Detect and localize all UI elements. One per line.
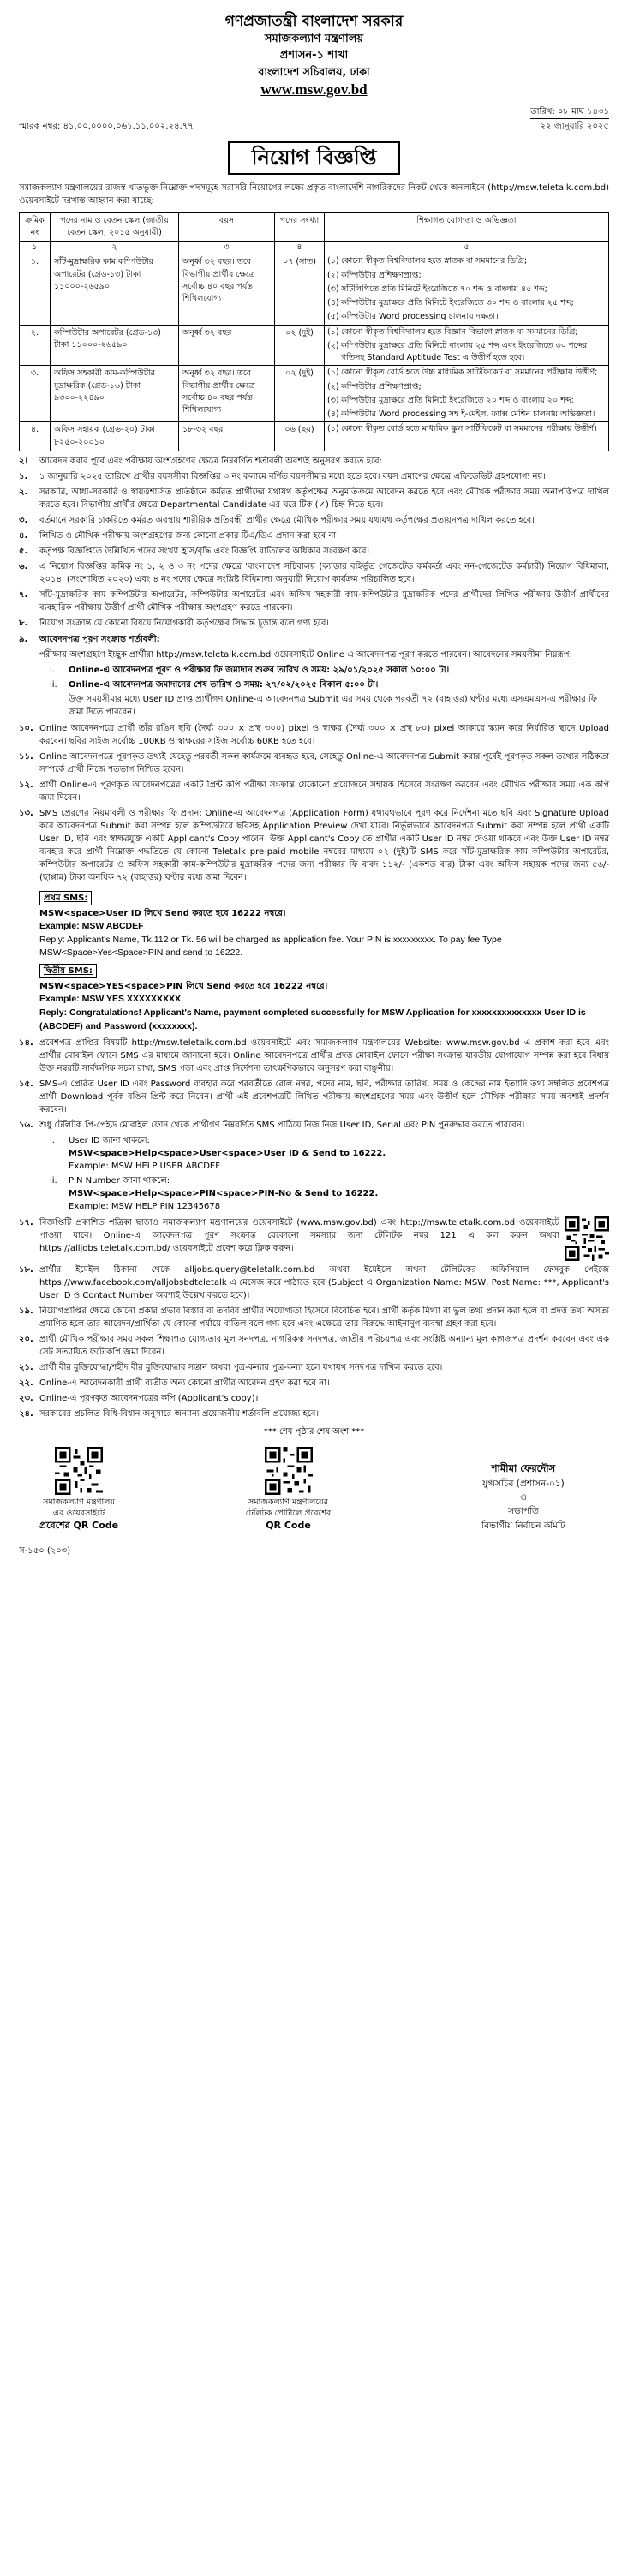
first-sms-label: প্রথম SMS: (39, 891, 92, 905)
memo-row (19, 105, 609, 133)
date-label: তারিখ: (530, 106, 555, 117)
condition-item: ২৩. Online-এ পূরণকৃত আবেদনপত্রের কপি (Applicant's copy)। (19, 1394, 259, 1404)
col-number: ২ (51, 242, 179, 254)
application-section (19, 633, 609, 719)
sms-section (19, 888, 609, 1034)
form-number: স-১৫০ (২০৩) (19, 1545, 71, 1556)
second-sms-format: MSW<space>YES<space>PIN লিখে Send করতে হবে 16222 নম্বরে। (39, 982, 328, 992)
col-header: বয়স (179, 212, 275, 242)
signatory-name: শামীমা ফেরদৌস (491, 1462, 556, 1475)
row-count: ০৬ (ছয়) (275, 422, 325, 451)
row-post: সাঁট-মুদ্রাক্ষরিক কাম কম্পিউটার অপারেটর (গ্রেড-১৩) টাকা ১১০০০-২৬৫৯০ (51, 254, 179, 325)
qualification-item: (৪) কম্পিউটার Word processing সহ ই-মেইল, ফ্যাক্স মেশিন চালনায় অভিজ্ঞতা। (327, 409, 595, 420)
signatory-title: যুগ্মসচিব (প্রশাসন-০১) (482, 1478, 565, 1489)
deadline-item: ii. Online-এ আবেদনপত্র জমাদানের শেষ তারিখ ও সময়: ২৭/০২/২০২৫ বিকাল ৫:০০ টা। (50, 679, 379, 690)
second-sms-example: Example: MSW YES XXXXXXXXX (39, 994, 181, 1005)
first-sms-format: MSW<space>User ID লিখে Send করতে হবে 16222 নম্বরে। (39, 908, 286, 918)
ministry-qr-block[interactable] (19, 1447, 139, 1532)
after-sms-section (19, 1037, 609, 1213)
qr-code-icon[interactable] (265, 1447, 313, 1495)
qr-code-icon[interactable] (55, 1447, 103, 1495)
qualification-item: (৪) কম্পিউটার মুদ্রাক্ষরে প্রতি মিনিটে ইংরেজিতে ৩০ শব্দ ও বাংলায় ২৫ শব্দ; (327, 298, 574, 308)
row-count: ০২ (দুই) (275, 325, 325, 366)
teletalk-qr-block[interactable] (229, 1447, 349, 1532)
condition-item: ৩. বর্তমানে সরকারি চাকরিতে কর্মরত অবস্থায় শারীরিক প্রতিবন্ধী প্রার্থীর ক্ষেত্রে মৌখিক পরীক্ষার সময় যথাযথ কর্তৃপক্ষের প্রত্যয়নপত্র দাখিল করতে হবে। (19, 515, 535, 525)
intro-paragraph: সমাজকল্যাণ মন্ত্রণালয়ের রাজস্ব খাতভুক্ত নিম্নোক্ত পদসমূহে সরাসরি নিয়োগের লক্ষ্যে প্রকৃত বাংলাদেশি নাগরিকদের নিকট থেকে অনলাইনে (http://msw.teletalk.com.bd) ওয়েবসাইটে দরখাস্ত আহ্বান করা যাচ্ছে: (19, 182, 609, 206)
signatory-and: ও (520, 1492, 527, 1503)
condition-item: ১০. Online আবেদনপত্রে প্রার্থী তাঁর রঙিন ছবি (দৈর্ঘ্য ৩০০ × প্রস্থ ৩০০) pixel ও স্বাক্ষর (দৈর্ঘ্য ৩০০ × প্রস্থ ৮০) pixel আকারে স্ক্যান করে নির্ধারিত স্থানে Upload করবেন। ছবির সাইজ সর্বোচ্চ 100KB ও স্বাক্ষরের সাইজ সর্বোচ্চ 60KB হতে হবে। (19, 723, 609, 746)
qr-caption: QR Code (266, 1520, 311, 1532)
row-count: ০২ (দুই) (275, 366, 325, 422)
signatory-role: সভাপতি (508, 1506, 539, 1517)
row-post: অফিস সহকারী কাম-কম্পিউটার মুদ্রাক্ষরিক (গ্রেড-১৬) টাকা ৯৩০০-২২৪৯০ (51, 366, 179, 422)
row-qualifications (325, 366, 609, 422)
col-header: পদের সংখ্যা (275, 212, 325, 242)
row-age: অনূর্ধ্ব ৩২ বছর। তবে বিভাগীয় প্রার্থীর ক্ষেত্রে সর্বোচ্চ ৪০ বছর পর্যন্ত শিথিলযোগ্য (179, 254, 275, 325)
col-number: ৪ (275, 242, 325, 254)
table-row (20, 422, 609, 451)
conditions-section (19, 455, 609, 630)
condition-item: ১. ১ জানুয়ারি ২০২৫ তারিখে প্রার্থীর বয়সসীমা বিজ্ঞপ্তির ৩ নং কলামে বর্ণিত বয়সসীমার মধ্যে হতে হবে। বয়স প্রমাণের ক্ষেত্রে এফিডেভিট গ্রহণযোগ্য নয়। (19, 471, 546, 481)
date-bangla: ০৮ মাঘ ১৪৩১ (558, 106, 609, 117)
col-header: শিক্ষাগত যোগ্যতা ও অভিজ্ঞতা (325, 212, 609, 242)
notice-title-box (19, 141, 609, 175)
qr-caption: টেলিটক পোর্টালে প্রবেশের (245, 1509, 332, 1519)
col-number: ৫ (325, 242, 609, 254)
recover-label: PIN Number জানা থাকলে: (69, 1176, 170, 1186)
row-post: অফিস সহায়ক (গ্রেড-২০) টাকা ৮২৫০-২০০১০ (51, 422, 179, 451)
recover-item: i. User ID জানা থাকলে: MSW<space>Help<space>User<space>User ID & Send to 16222. Example: MSW HELP USER ABCDEF (50, 1136, 386, 1172)
qr-caption: সমাজকল্যাণ মন্ত্রণালয় (43, 1497, 115, 1508)
conditions-intro: ২। আবেদন করার পূর্বে এবং পরীক্ষায় অংশগ্রহণের ক্ষেত্রে নিম্নবর্ণিত শর্তাবলী অবশ্যই অনুসরণ করতে হবে: (19, 456, 382, 466)
row-qualifications (325, 325, 609, 366)
condition-item: ৬. এ নিয়োগ বিজ্ঞপ্তির ক্রমিক নং ১, ২ ও ৩ নং পদের ক্ষেত্রে 'বাংলাদেশ সচিবালয় (ক্যাডার বহির্ভূত গেজেটেড কর্মকর্তা এবং নন-গেজেটেড কর্মচারী) নিয়োগ বিধিমালা, ২০১৪' (সংশোধিত ২০২০) এবং ৪ নং পদের ক্ষেত্রে সংশ্লিষ্ট বিধিমালা অনুযায়ী নিয়োগ কার্যক্রম পরিচালিত হবে। (19, 561, 609, 584)
condition-item: ৪. লিখিত ও মৌখিক পরীক্ষায় অংশগ্রহণের জন্য কোনো প্রকার টিএ/ডিএ প্রদান করা হবে না। (19, 530, 339, 541)
office-address: বাংলাদেশ সচিবালয়, ঢাকা (258, 64, 370, 78)
signatory-committee: বিভাগীয় নির্বাচন কমিটি (481, 1520, 565, 1531)
condition-item: ১৬. শুধু টেলিটক প্রি-পেইড মোবাইল ফোন থেকে প্রার্থীগণ নিম্নবর্ণিত SMS পাঠিয়ে নিজ নিজ User ID, Serial এবং PIN পুনরুদ্ধার করতে পারবেন। (19, 1121, 525, 1131)
table-row (20, 254, 609, 325)
website-link[interactable]: www.msw.gov.bd (260, 81, 368, 98)
second-sms-label: দ্বিতীয় SMS: (39, 964, 97, 978)
row-qualifications (325, 422, 609, 451)
qualification-item: (১) কোনো স্বীকৃত বিশ্ববিদ্যালয় হতে বিজ্ঞান বিভাগে স্নাতক বা সমমানের ডিগ্রি; (327, 326, 578, 337)
section-name: প্রশাসন-১ শাখা (279, 48, 349, 62)
condition-item: ২২. Online-এ আবেদনকারী প্রার্থী ব্যতীত অন্য কোনো প্রার্থীর আবেদন গ্রহণ করা হবে না। (19, 1378, 330, 1389)
condition-item: ৫. কর্তৃপক্ষ বিজ্ঞপ্তিতে উল্লিখিত পদের সংখ্যা হ্রাস/বৃদ্ধি এবং বিজ্ঞপ্তি বাতিলের অধিকার সংরক্ষণ করে। (19, 546, 370, 556)
qr-code-icon (565, 1216, 609, 1261)
qualification-item: (১) কোনো স্বীকৃত বোর্ড হতে মাধ্যমিক স্কুল সার্টিফিকেট বা সমমানের পরীক্ষায় উত্তীর্ণ। (327, 424, 597, 434)
row-serial: ২. (20, 325, 51, 366)
condition-item: ২১. প্রার্থী বীর মুক্তিযোদ্ধা/শহীদ বীর মুক্তিযোদ্ধার সন্তান অথবা পুত্র-কন্যার পুত্র-কন্যা হলে যথাযথ সনদপত্র দাখিল করতে হবে। (19, 1363, 443, 1373)
col-header: ক্রমিক নং (20, 212, 51, 242)
condition-item: ১৮. প্রার্থীর ইমেইল ঠিকানা থেকে alljobs.query@teletalk.com.bd অথবা ইমেইলে অথবা টেলিটকের অফিসিয়াল ফেসবুক পেইজে https://www.facebook.com/alljobsbdteletalk এ মেসেজ করে পাঠাতে হবে (Subject এ Organization Name: MSW, Post Name: ***, Applicant's User ID ও Contact Number অবশ্যই উল্লেখ করতে হবে)। (19, 1265, 609, 1301)
col-number: ১ (20, 242, 51, 254)
header (19, 12, 609, 100)
condition-item: ২৪. সরকারের প্রচলিত বিধি-বিধান অনুসারে অন্যান্য প্রয়োজনীয় শর্তাবলি প্রযোজ্য হবে। (19, 1409, 320, 1419)
ministry-name: সমাজকল্যাণ মন্ত্রণালয় (264, 32, 364, 45)
condition-item: ১৫. SMS-এ প্রেরিত User ID এবং Password ব্যবহার করে পরবর্তীতে রোল নম্বর, পদের নাম, ছবি, পরীক্ষার তারিখ, সময় ও কেন্দ্রের নাম ইত্যাদি তথ্য সম্বলিত প্রবেশপত্র প্রার্থী Download পূর্বক রঙিন প্রিন্ট করে নিবেন। প্রার্থী এই প্রবেশপত্রটি লিখিত পরীক্ষায় অংশগ্রহণের সময় এবং উত্তীর্ণ হলে মৌখিক পরীক্ষার সময় অবশ্যই প্রদর্শন করবেন। (19, 1079, 609, 1115)
row-age: অনূর্ধ্ব ৩২ বছর। তবে বিভাগীয় প্রার্থীর ক্ষেত্রে সর্বোচ্চ ৪০ বছর পর্যন্ত শিথিলযোগ্য (179, 366, 275, 422)
memo-reference: স্মারক নম্বর: ৪১.০০.০০০০.০৬১.১১.০০২.২৪.৭৭ (19, 121, 194, 131)
first-sms-reply: Reply: Applicant's Name, Tk.112 or Tk. 56 will be charged as application fee. Your PIN is xxxxxxxxx. To pay fee Type MSW<Space>Yes<Space>PIN and send to 16222. (39, 934, 502, 959)
date-english: ২২ জানুয়ারি ২০২৫ (530, 118, 609, 133)
notice-title: নিয়োগ বিজ্ঞপ্তি (228, 141, 401, 175)
table-row (20, 366, 609, 422)
signature-block (438, 1461, 609, 1533)
qualification-item: (২) কম্পিউটার মুদ্রাক্ষরে প্রতি মিনিটে বাংলায় ২৫ শব্দ এবং ইংরেজিতে ৩০ শব্দের গতিসহ Standard Aptitude Test এ উত্তীর্ণ হতে হবে। (327, 340, 588, 363)
col-number: ৩ (179, 242, 275, 254)
row-serial: ৩. (20, 366, 51, 422)
application-title-row: ৯. আবেদনপত্র পূরণ সংক্রান্ত শর্তাবলী: (19, 634, 160, 644)
row-serial: ১. (20, 254, 51, 325)
first-sms-example: Example: MSW ABCDEF (39, 920, 144, 931)
final-conditions (19, 1216, 609, 1420)
qualification-item: (১) কোনো স্বীকৃত বোর্ড হতে উচ্চ মাধ্যমিক সার্টিফিকেট বা সমমানের পরীক্ষায় উত্তীর্ণ; (327, 368, 598, 378)
condition-item: ২০. প্রার্থী মৌখিক পরীক্ষার সময় সকল শিক্ষাগত যোগ্যতার মূল সনদপত্র, নাগরিকত্ব সনদপত্র, জাতীয় পরিচয়পত্র এবং সংশ্লিষ্ট অন্যান্য মূল কাগজপত্র প্রদর্শন করবেন এবং এক সেট সত্যায়িত ফটোকপি জমা দিবেন। (19, 1335, 609, 1358)
condition-item: ৮. নিয়োগ সংক্রান্ত যে কোনো বিষয়ে নিয়োগকারী কর্তৃপক্ষের সিদ্ধান্ত চূড়ান্ত বলে গণ্য হবে। (19, 618, 329, 628)
condition-item: ১৩. SMS প্রেরণের নিয়মাবলী ও পরীক্ষার ফি প্রদান: Online-এ আবেদনপত্র (Application Form) যথাযথভাবে পূরণ করে নির্দেশনা মতে ছবি এবং Signature Upload করে আবেদনপত্র Submit করা সম্পন্ন হলে কম্পিউটারে ছবিসহ Application Preview দেখা যাবে। নির্ভুলভাবে আবেদনপত্র Submit করা সম্পন্ন হলে প্রার্থী একটি User ID, ছবি এবং স্বাক্ষরযুক্ত একটি Applicant's Copy পাবেন। উক্ত Applicant's Copy তে প্রার্থীর একটি User ID নম্বর দেওয়া থাকবে এবং উক্ত User ID নম্বর ব্যবহার করে প্রার্থী নিম্নোক্ত পদ্ধতিতে যে কোনো Teletalk pre-paid mobile নম্বরের মাধ্যমে ০২ (দুই)টি SMS করে সাঁট-মুদ্রাক্ষরিক কাম কম্পিউটার অপারেটর, কম্পিউটার অপারেটর ও অফিস সহকারী কাম-কম্পিউটার মুদ্রাক্ষরিক পদের জন্য পরীক্ষার ফি বাবদ ১১২/- (একশত বার) টাকা এবং অফিস সহায়ক পদের জন্য ৫৬/- (ছাপ্পান্ন) টাকা অনধিক ৭২ (বাহাত্তর) ঘণ্টার মধ্যে জমা দিবেন। (19, 808, 609, 882)
condition-item: ১১. Online আবেদনপত্রে পূরণকৃত তথ্যই যেহেতু পরবর্তী সকল কার্যক্রমে ব্যবহৃত হবে, সেহেতু Online-এ আবেদনপত্র Submit করার পূর্বেই পূরণকৃত সকল তথ্যের সঠিকতা সম্পর্কে প্রার্থী নিজে শতভাগ নিশ্চিত হবেন। (19, 751, 609, 774)
row-post: কম্পিউটার অপারেটর (গ্রেড-১৩) টাকা ১১০০০-২৬৫৯০ (51, 325, 179, 366)
recover-label: User ID জানা থাকলে: (69, 1136, 150, 1146)
row-count: ০৭ (সাত) (275, 254, 325, 325)
application-lead: পরীক্ষায় অংশগ্রহণে ইচ্ছুক প্রার্থীরা http://msw.teletalk.com.bd ওয়েবসাইটে Online এ আবেদনপত্র পূরণ করতে পারবেন। আবেদনের সময়সীমা নিম্নরূপ: (39, 649, 572, 660)
qr-caption: প্রবেশের QR Code (39, 1520, 119, 1532)
table-row (20, 325, 609, 366)
qualification-item: (২) কম্পিউটার প্রশিক্ষণপ্রাপ্ত; (327, 270, 422, 280)
col-header: পদের নাম ও বেতন স্কেল (জাতীয় বেতন স্কেল, ২০১৫ অনুযায়ী) (51, 212, 179, 242)
column-number-row (20, 242, 609, 254)
qualification-item: (২) কম্পিউটার প্রশিক্ষণপ্রাপ্ত; (327, 381, 422, 391)
posts-table (19, 212, 609, 451)
qr-caption: সমাজকল্যাণ মন্ত্রণালয়ের (248, 1497, 328, 1508)
footer (19, 1447, 609, 1532)
qualification-item: (৩) কম্পিউটার মুদ্রাক্ষরে প্রতি মিনিটে ইংরেজিতে ২০ শব্দ ও বাংলায় ২০ শব্দ; (327, 395, 574, 405)
condition-item: ১৪. প্রবেশপত্র প্রাপ্তির বিষয়টি http://msw.teletalk.com.bd ওয়েবসাইটে এবং সমাজকল্যাণ মন্ত্রণালয়ের Website: www.msw.gov.bd এ প্রকাশ করা হবে এবং প্রার্থীর মোবাইল ফোনে SMS এর মাধ্যমে জানানো হবে। Online আবেদনপত্রে প্রার্থীর প্রদত্ত মোবাইল ফোনে পরীক্ষা সংক্রান্ত যাবতীয় যোগাযোগ সম্পন্ন করা হবে বিধায় উক্ত নম্বরটি সার্বক্ষণিক সচল রাখা, SMS পড়া এবং প্রাপ্ত নির্দেশনা তাৎক্ষণিকভাবে অনুসরণ করা বাঞ্ছনীয়। (19, 1038, 609, 1074)
application-note: উক্ত সময়সীমার মধ্যে User ID প্রাপ্ত প্রার্থীগণ Online-এ আবেদনপত্র Submit এর সময় থেকে পরবর্তী ৭২ (বাহাত্তর) ঘণ্টার মধ্যে এসএমএস-এ পরীক্ষার ফি জমা দিতে পারবেন। (69, 694, 598, 717)
table-header-row (20, 212, 609, 242)
condition-item: ২. সরকারি, আধা-সরকারি ও স্বায়ত্তশাসিত প্রতিষ্ঠানে কর্মরত প্রার্থীদের যথাযথ কর্তৃপক্ষের অনুমতিক্রমে আবেদন করতে হবে এবং মৌখিক পরীক্ষার সময় অনাপত্তিপত্র দাখিল করতে হবে। বিভাগীয় প্রার্থীর ক্ষেত্রে Departmental Candidate এর ঘরে টিক (✓) চিহ্ন দিতে হবে। (19, 487, 609, 510)
condition-item: ১৭. বিজ্ঞপ্তিটি প্রকাশিত পত্রিকা ছাড়াও সমাজকল্যাণ মন্ত্রণালয়ের ওয়েবসাইটে (www.msw.gov.bd) এবং http://msw.teletalk.com.bd ওয়েবসাইটে পাওয়া যাবে। Online-এ আবেদনপত্র পূরণ সংক্রান্ত যেকোনো সমস্যার জন্য টেলিটক নম্বর 121 এ কল করুন অথবা https://alljobs.teletalk.com.bd/ ওয়েবসাইটে প্রবেশ করে ক্লিক করুন। (19, 1216, 609, 1261)
qualification-item: (৩) সাঁটলিপিতে প্রতি মিনিটে ইংরেজিতে ৭০ শব্দ ও বাংলায় ৪৫ শব্দ; (327, 284, 547, 294)
recover-format: MSW<space>Help<space>User<space>User ID & Send to 16222. (69, 1149, 386, 1159)
qualification-item: (১) কোনো স্বীকৃত বিশ্ববিদ্যালয় হতে স্নাতক বা সমমানের ডিগ্রি; (327, 256, 528, 266)
condition-item: ১৯. নিয়োগপ্রাপ্তির ক্ষেত্রে কোনো প্রকার প্রভাব বিস্তার বা তদবির প্রার্থীর অযোগ্যতা হিসেবে বিবেচিত হবে। প্রার্থী কর্তৃক মিথ্যা বা ভুল তথ্য প্রদান করা হলে বা প্রদত্ত তথ্য অসত্য প্রমাণিত হলে তার আবেদন/প্রার্থিতা যে কোনো পর্যায়ে বাতিল বলে গণ্য হবে এবং এক্ষেত্রে তার বিরুদ্ধে আইনানুগ ব্যবস্থা গ্রহণ করা হবে। (19, 1306, 609, 1330)
recover-example: Example: MSW HELP PIN 12345678 (69, 1202, 221, 1212)
recover-format: MSW<space>Help<space>PIN<space>PIN-No & Send to 16222. (69, 1189, 379, 1199)
more-conditions (19, 722, 609, 884)
qualification-item: (৫) কম্পিউটার Word processing চালনায় দক্ষতা। (327, 312, 499, 322)
row-age: অনূর্ধ্ব ৩২ বছর (179, 325, 275, 366)
government-name: গণপ্রজাতন্ত্রী বাংলাদেশ সরকার (224, 13, 404, 30)
end-note: *** শেষ পৃষ্ঠার শেষ অংশ *** (263, 1427, 365, 1437)
memo-date (530, 105, 609, 133)
second-sms-reply: Reply: Congratulations! Applicant's Name, payment completed successfully for MSW Application for xxxxxxxxxxxxxx User ID is (ABCDEF) and Password (xxxxxxxx). (39, 1007, 586, 1031)
application-title: আবেদনপত্র পূরণ সংক্রান্ত শর্তাবলী: (39, 634, 160, 644)
row-qualifications (325, 254, 609, 325)
row-serial: ৪. (20, 422, 51, 451)
qr-caption: এর ওয়েবসাইটে (52, 1509, 105, 1519)
row-age: ১৮-৩২ বছর (179, 422, 275, 451)
deadline-item: i. Online-এ আবেদনপত্র পূরণ ও পরীক্ষার ফি জমাদান শুরুর তারিখ ও সময়: ২৯/০১/২০২৫ সকাল ১০:০০ টা। (50, 665, 450, 675)
recover-item: ii. PIN Number জানা থাকলে: MSW<space>Help<space>PIN<space>PIN-No & Send to 16222. Example: MSW HELP PIN 12345678 (50, 1176, 379, 1212)
condition-item: ৭. সাঁট-মুদ্রাক্ষরিক কাম কম্পিউটার অপারেটর, কম্পিউটার অপারেটর এবং অফিস সহকারী কাম-কম্পিউটার মুদ্রাক্ষরিক পদের প্রার্থীদের লিখিত পরীক্ষায় উত্তীর্ণ প্রার্থীদের ব্যবহারিক পরীক্ষায় উত্তীর্ণ প্রার্থী মৌখিক পরীক্ষায় অংশগ্রহণ করতে পারবেন। (19, 589, 609, 613)
recover-example: Example: MSW HELP USER ABCDEF (69, 1162, 220, 1172)
condition-item: ১২. প্রার্থী Online-এ পূরণকৃত আবেদনপত্রের একটি প্রিন্ট কপি পরীক্ষা সংক্রান্ত যেকোনো প্রয়োজনে সহায়ক হিসেবে সংরক্ষণ করবেন এবং মৌখিক পরীক্ষার সময় এক কপি জমা দিবেন। (19, 780, 609, 803)
